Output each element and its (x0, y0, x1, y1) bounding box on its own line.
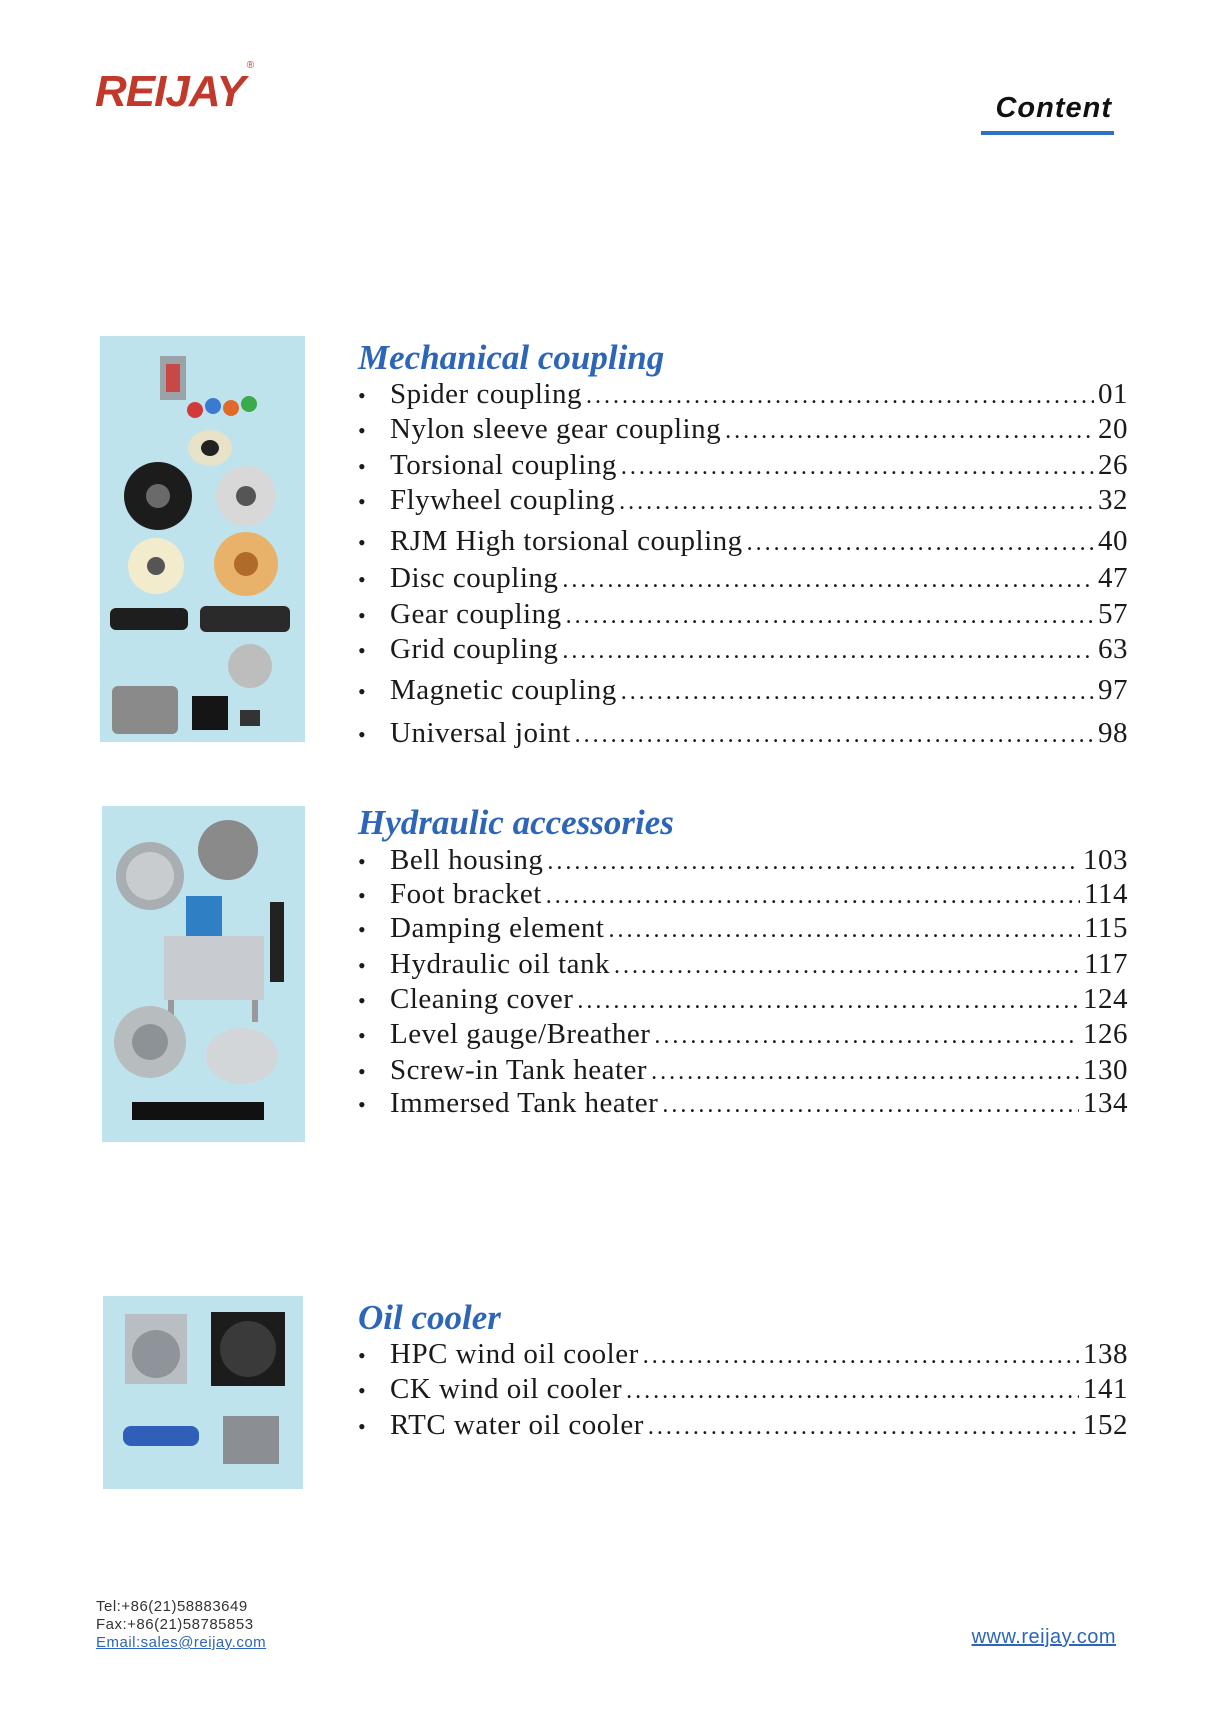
dot-leader (575, 718, 1094, 752)
toc-item-label: Immersed Tank heater (390, 1087, 659, 1119)
toc-item-label: RJM High torsional coupling (390, 525, 743, 557)
dot-leader (547, 845, 1079, 879)
bullet: • (358, 1343, 367, 1368)
toc-item-page: 47 (1098, 562, 1128, 594)
toc-item-label: Nylon sleeve gear coupling (390, 413, 722, 445)
dot-leader (566, 599, 1094, 633)
toc-item-label: HPC wind oil cooler (390, 1338, 639, 1370)
dot-leader (626, 1374, 1079, 1408)
mechanical-coupling-image (100, 336, 305, 742)
toc-item-label: RTC water oil cooler (390, 1409, 644, 1441)
toc-item-page: 98 (1098, 717, 1128, 749)
bullet: • (358, 953, 367, 978)
bullet: • (358, 454, 367, 479)
toc-item-page: 115 (1084, 912, 1128, 944)
bullet: • (358, 383, 367, 408)
toc-item-label: Spider coupling (390, 378, 582, 410)
toc-item-page: 26 (1098, 449, 1128, 481)
dot-leader (562, 634, 1094, 668)
page-title: Content (981, 92, 1114, 135)
dot-leader (586, 379, 1094, 413)
toc-item[interactable] (358, 1086, 1128, 1120)
toc-item[interactable] (358, 524, 1128, 558)
toc-item[interactable] (358, 377, 1128, 411)
dot-leader (619, 485, 1094, 519)
toc-item-page: 01 (1098, 378, 1128, 410)
email-link[interactable]: Email:sales@reijay.com (96, 1634, 267, 1651)
section-title: Hydraulic accessories (358, 803, 674, 842)
bullet: • (358, 883, 367, 908)
toc-item-page: 141 (1083, 1373, 1128, 1405)
phone-number: Tel:+86(21)58883649 (96, 1598, 248, 1615)
toc-item-label: Universal joint (390, 717, 571, 749)
toc-item-page: 63 (1098, 633, 1128, 665)
toc-item-page: 130 (1083, 1054, 1128, 1086)
toc-item[interactable] (358, 982, 1128, 1016)
toc-item[interactable] (358, 448, 1128, 482)
toc-item[interactable] (358, 1017, 1128, 1051)
toc-item-page: 40 (1098, 525, 1128, 557)
bullet: • (358, 988, 367, 1013)
toc-item-page: 20 (1098, 413, 1128, 445)
toc-item[interactable] (358, 843, 1128, 877)
toc-item-page: 152 (1083, 1409, 1128, 1441)
toc-item[interactable] (358, 716, 1128, 750)
bullet: • (358, 567, 367, 592)
bullet: • (358, 849, 367, 874)
dot-leader (621, 450, 1094, 484)
website-link[interactable]: www.reijay.com (971, 1626, 1116, 1648)
toc-item[interactable] (358, 911, 1128, 945)
toc-item-label: Gear coupling (390, 598, 562, 630)
toc-item-label: Flywheel coupling (390, 484, 616, 516)
bullet: • (358, 1414, 367, 1439)
bullet: • (358, 418, 367, 443)
toc-item-page: 114 (1084, 878, 1128, 910)
section-title: Mechanical coupling (358, 338, 665, 377)
reijay-logo (95, 60, 254, 116)
bullet: • (358, 638, 367, 663)
toc-item-page: 124 (1083, 983, 1128, 1015)
toc-item-label: Screw-in Tank heater (390, 1054, 648, 1086)
hydraulic-accessories-image (102, 806, 305, 1142)
bullet: • (358, 917, 367, 942)
bullet: • (358, 603, 367, 628)
toc-item[interactable] (358, 597, 1128, 631)
dot-leader (546, 879, 1080, 913)
bullet: • (358, 1378, 367, 1403)
toc-item-label: Bell housing (390, 844, 544, 876)
toc-item-label: Torsional coupling (390, 449, 617, 481)
fax-number: Fax:+86(21)58785853 (96, 1616, 254, 1633)
toc-item[interactable] (358, 673, 1128, 707)
dot-leader (747, 526, 1094, 560)
bullet: • (358, 489, 367, 514)
toc-item[interactable] (358, 1053, 1128, 1087)
toc-item[interactable] (358, 1337, 1128, 1371)
toc-item-label: Foot bracket (390, 878, 542, 910)
toc-item-page: 103 (1083, 844, 1128, 876)
dot-leader (651, 1055, 1079, 1089)
dot-leader (654, 1019, 1079, 1053)
toc-item-label: CK wind oil cooler (390, 1373, 623, 1405)
dot-leader (725, 414, 1094, 448)
toc-item[interactable] (358, 1408, 1128, 1442)
toc-item-label: Grid coupling (390, 633, 559, 665)
toc-item-label: Magnetic coupling (390, 674, 617, 706)
bullet: • (358, 1092, 367, 1117)
toc-item[interactable] (358, 1372, 1128, 1406)
logo-text: REIJAY (95, 67, 245, 116)
registered-mark: ® (246, 60, 254, 72)
toc-item-label: Hydraulic oil tank (390, 948, 611, 980)
contact-info (96, 1598, 266, 1652)
bullet: • (358, 722, 367, 747)
toc-item-label: Cleaning cover (390, 983, 574, 1015)
toc-item-page: 32 (1098, 484, 1128, 516)
toc-item-label: Damping element (390, 912, 605, 944)
dot-leader (662, 1088, 1079, 1122)
bullet: • (358, 530, 367, 555)
toc-item[interactable] (358, 877, 1128, 911)
bullet: • (358, 679, 367, 704)
toc-item-page: 126 (1083, 1018, 1128, 1050)
toc-item-page: 138 (1083, 1338, 1128, 1370)
dot-leader (648, 1410, 1079, 1444)
toc-item-page: 117 (1084, 948, 1128, 980)
toc-item-page: 134 (1083, 1087, 1128, 1119)
toc-item[interactable] (358, 561, 1128, 595)
toc-item[interactable] (358, 947, 1128, 981)
toc-item-label: Disc coupling (390, 562, 559, 594)
dot-leader (643, 1339, 1079, 1373)
dot-leader (608, 913, 1080, 947)
section-title: Oil cooler (358, 1298, 501, 1337)
bullet: • (358, 1023, 367, 1048)
toc-item[interactable] (358, 483, 1128, 517)
dot-leader (562, 563, 1094, 597)
toc-item-label: Level gauge/Breather (390, 1018, 651, 1050)
bullet: • (358, 1059, 367, 1084)
oil-cooler-image (103, 1296, 303, 1489)
toc-item[interactable] (358, 632, 1128, 666)
toc-item-page: 97 (1098, 674, 1128, 706)
toc-item-page: 57 (1098, 598, 1128, 630)
dot-leader (577, 984, 1079, 1018)
dot-leader (621, 675, 1094, 709)
dot-leader (614, 949, 1080, 983)
toc-item[interactable] (358, 412, 1128, 446)
